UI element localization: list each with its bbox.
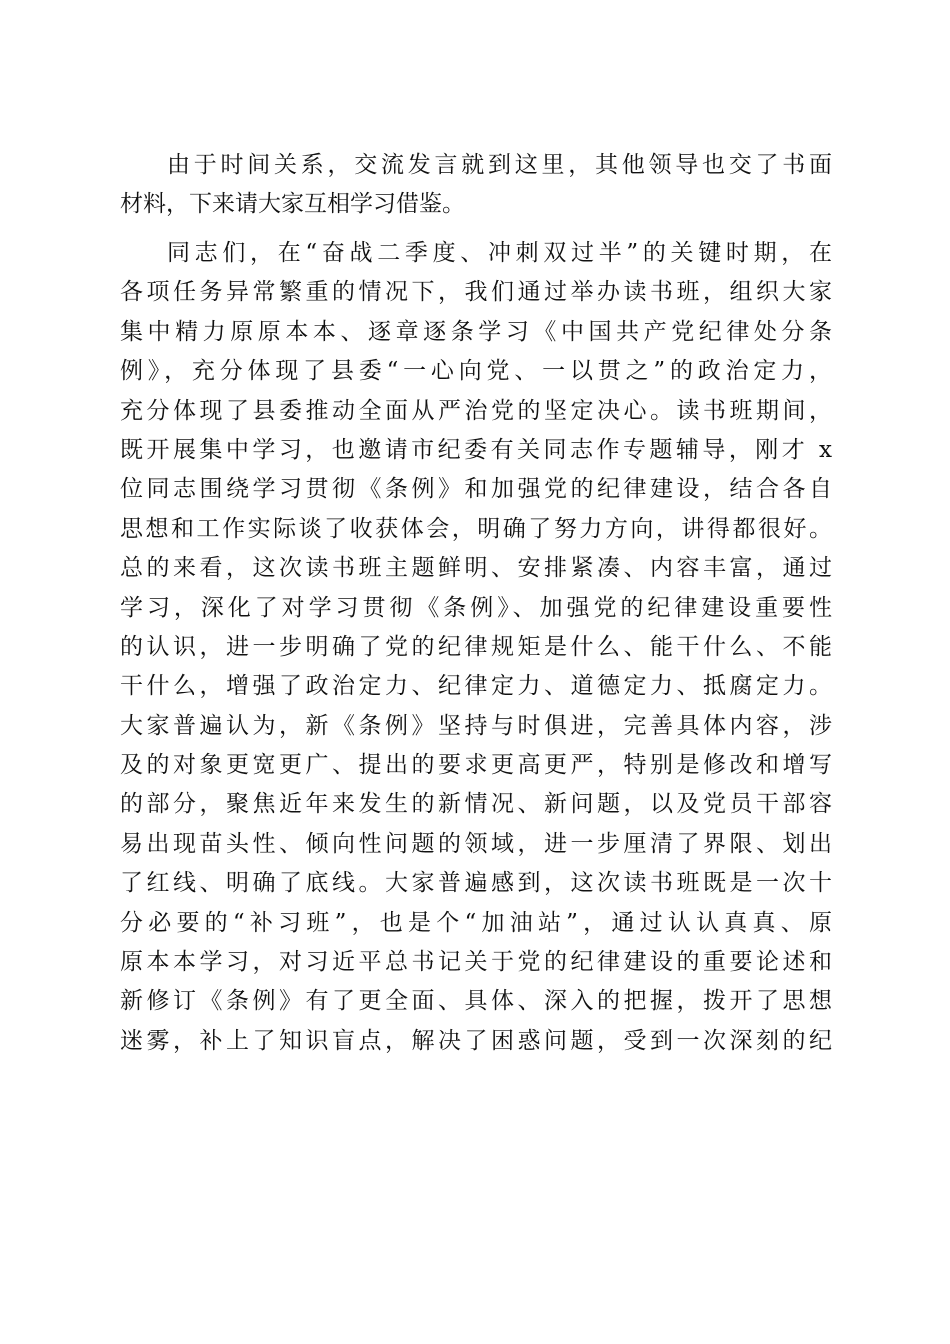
text-line: 干什么，增强了政治定力、纪律定力、道德定力、抵腐定力。 bbox=[120, 673, 832, 700]
text-line: 新修订《条例》有了更全面、具体、深入的把握，拨开了思想 bbox=[120, 988, 832, 1015]
text-line: 了红线、明确了底线。大家普遍感到，这次读书班既是一次十 bbox=[120, 870, 832, 897]
text-line: 总的来看，这次读书班主题鲜明、安排紧凑、内容丰富，通过 bbox=[120, 555, 832, 582]
text-line: 学习，深化了对学习贯彻《条例》、加强党的纪律建设重要性 bbox=[120, 594, 832, 621]
text-line: 的部分，聚焦近年来发生的新情况、新问题，以及党员干部容 bbox=[120, 791, 832, 818]
text-line: 分必要的“补习班”，也是个“加油站”，通过认认真真、原 bbox=[120, 909, 832, 936]
text-line: 思想和工作实际谈了收获体会，明确了努力方向，讲得都很好。 bbox=[120, 515, 832, 542]
text-line: 材料，下来请大家互相学习借鉴。 bbox=[120, 191, 465, 218]
text-line: 迷雾，补上了知识盲点，解决了困惑问题，受到一次深刻的纪 bbox=[120, 1027, 832, 1054]
text-line: 集中精力原原本本、逐章逐条学习《中国共产党纪律处分条 bbox=[120, 318, 832, 345]
text-line: 各项任务异常繁重的情况下，我们通过举办读书班，组织大家 bbox=[120, 279, 832, 306]
text-line: 既开展集中学习，也邀请市纪委有关同志作专题辅导，刚才 x bbox=[120, 436, 832, 463]
text-line: 及的对象更宽更广、提出的要求更高更严，特别是修改和增写 bbox=[120, 752, 832, 779]
text-line: 易出现苗头性、倾向性问题的领域，进一步厘清了界限、划出 bbox=[120, 830, 832, 857]
text-line: 充分体现了县委推动全面从严治党的坚定决心。读书班期间， bbox=[120, 397, 832, 424]
text-line: 的认识，进一步明确了党的纪律规矩是什么、能干什么、不能 bbox=[120, 633, 832, 660]
text-line: 由于时间关系，交流发言就到这里，其他领导也交了书面 bbox=[167, 152, 832, 178]
text-line: 原本本学习，对习近平总书记关于党的纪律建设的重要论述和 bbox=[120, 949, 832, 976]
text-line: 例》，充分体现了县委“一心向党、一以贯之”的政治定力， bbox=[120, 358, 832, 385]
text-line: 位同志围绕学习贯彻《条例》和加强党的纪律建设，结合各自 bbox=[120, 476, 832, 503]
text-line: 大家普遍认为，新《条例》坚持与时俱进，完善具体内容，涉 bbox=[120, 712, 832, 739]
paragraph-summary bbox=[120, 234, 832, 1061]
paragraph-closing-remarks bbox=[120, 146, 832, 225]
text-line: 同志们，在“奋战二季度、冲刺双过半”的关键时期，在 bbox=[167, 240, 832, 266]
